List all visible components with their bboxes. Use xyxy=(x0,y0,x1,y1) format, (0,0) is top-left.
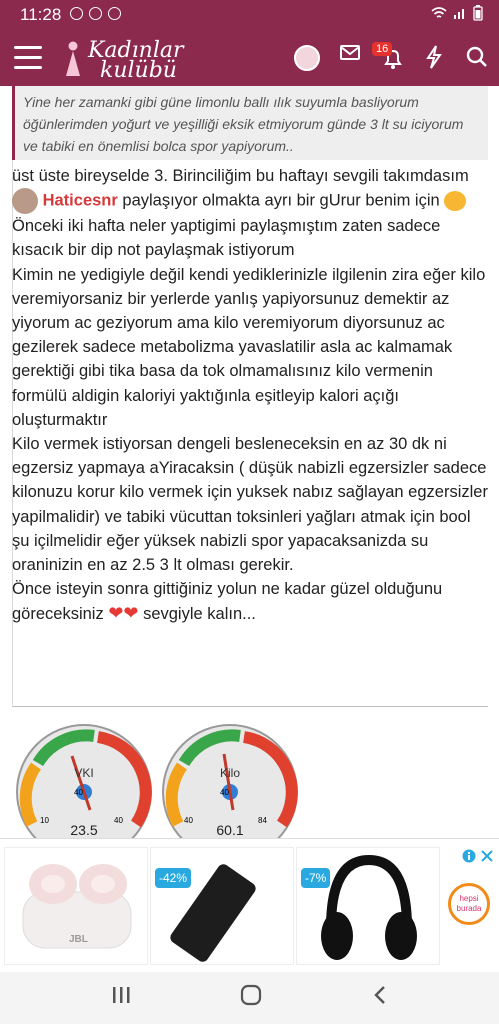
system-nav-bar xyxy=(0,972,499,1024)
gauge-mid: 40 xyxy=(220,788,229,797)
notification-icon xyxy=(108,7,121,20)
user-avatar[interactable] xyxy=(294,45,320,71)
headphones-image-icon xyxy=(297,848,440,965)
site-logo[interactable] xyxy=(60,36,220,82)
post-text: sevgiyle kalın... xyxy=(143,605,256,624)
heart-icon: ❤❤ xyxy=(108,603,139,624)
post-paragraph: Kimin ne yedigiyle değil kendi yediklerinizle ilgilenin zira eğer kilo veremiyorsaniz bir yerlerde yanlış yapiyorsunuz demektir az yiyorum ac geziyorum ama kilo veremiyorum diyorsunuz ac gezilerek sadece metabolizma yavaslatilir asla ac kalmamak gerektiği gibi tika basa da tok olmamalısınız kilo vermenin formülü aldigin kaloriyi yaktığınla eşitleyip kalori açığı oluşturmaktır xyxy=(12,265,486,429)
logo-figure-icon xyxy=(62,40,84,78)
smiling-face-with-hearts-icon xyxy=(444,191,466,211)
logo-line2: kulübü xyxy=(100,58,177,83)
post-paragraph: Önceki iki hafta neler yaptigimi paylaşmıştım zaten sadece kısacık bir dip not paylaşmak istiyorum xyxy=(12,217,441,260)
ad-banner[interactable] xyxy=(0,838,499,971)
battery-icon xyxy=(473,5,483,21)
post-text: üst üste bireyselde 3. Birinciliğim bu haftayı sevgili takımdasım xyxy=(12,167,469,185)
recent-apps-icon[interactable] xyxy=(110,984,132,1006)
weight-gauge xyxy=(160,722,300,842)
home-icon[interactable] xyxy=(240,984,262,1006)
messages-icon[interactable] xyxy=(340,44,362,62)
ad-info-icon[interactable] xyxy=(462,849,476,863)
gauge-min: 10 xyxy=(40,816,49,825)
discount-badge: -42% xyxy=(155,868,191,888)
post-paragraph xyxy=(12,164,490,214)
gauge-min: 40 xyxy=(184,816,193,825)
notification-icon xyxy=(89,7,102,20)
earbuds-image-icon xyxy=(5,848,148,965)
wifi-icon xyxy=(431,6,447,20)
logo-line1: Kadınlar xyxy=(88,38,184,63)
back-icon[interactable] xyxy=(370,984,392,1006)
ad-product-powerbank[interactable] xyxy=(150,847,294,965)
post-text: paylaşıyor olmakta ayrı bir gUrur benim için xyxy=(122,191,440,210)
gauge-value: 60.1 xyxy=(216,822,244,838)
post-paragraph xyxy=(12,577,490,626)
gauge-label: Kilo xyxy=(219,766,240,780)
notifications-badge: 16 xyxy=(372,42,392,56)
menu-icon[interactable] xyxy=(14,46,42,70)
status-bar xyxy=(0,0,499,30)
discount-badge: -7% xyxy=(301,868,330,888)
mention-link[interactable]: Haticesnr xyxy=(42,191,118,210)
gauge-mid: 40 xyxy=(74,788,83,797)
divider xyxy=(12,706,488,707)
status-time: 11:28 xyxy=(20,5,62,24)
quote-block xyxy=(12,86,488,160)
ad-brand-logo[interactable] xyxy=(448,883,490,925)
mention-avatar[interactable] xyxy=(12,188,38,214)
notification-icon xyxy=(70,7,83,20)
quote-text: Yine her zamanki gibi güne limonlu ballı ılık suyumla basliyorum öğünlerimden yoğurt ve yeşilliği eksik etmiyorum günde 3 lt su iciyorum ve tabiki en önemlisi bolca spor yapiyorum.. xyxy=(23,94,464,154)
post-text: Önce isteyin sonra gittiğiniz yolun ne kadar güzel olduğunu göreceksiniz xyxy=(12,580,443,624)
post-content xyxy=(12,164,490,627)
ad-brand-text: hepsi burada xyxy=(456,894,482,913)
search-icon[interactable] xyxy=(466,46,488,68)
earbuds-brand-text: JBL xyxy=(69,934,88,945)
bmi-gauge xyxy=(14,722,154,842)
gauge-max: 40 xyxy=(114,816,123,825)
ad-product-earbuds[interactable] xyxy=(4,847,148,965)
powerbank-image-icon xyxy=(151,848,294,965)
lightning-icon[interactable] xyxy=(425,45,443,69)
gauge-value: 23.5 xyxy=(70,822,98,838)
ad-close-icon[interactable] xyxy=(480,849,494,863)
gauge-label: VKI xyxy=(74,766,94,780)
signal-icon xyxy=(453,6,467,20)
ad-product-headphones[interactable] xyxy=(296,847,440,965)
system-icons xyxy=(431,5,483,21)
notification-icons xyxy=(70,7,121,20)
gauge-max: 84 xyxy=(258,816,267,825)
post-paragraph: Kilo vermek istiyorsan dengeli besleneceksin en az 30 dk ni egzersiz yapmaya aYiracaksin ( düşük nabizli egzersizler sadece kilonuzu korur kilo vermek için yuksek nabız sağlayan egzersizler yapilmalidir) ve tabiki vücuttan toksinleri yağları atmak için bool şu içilmelidir eğer yüksek nabizli spor yapacaksanizda su oraninizin en az 2.5 3 lt olması gerekir. xyxy=(12,435,488,575)
